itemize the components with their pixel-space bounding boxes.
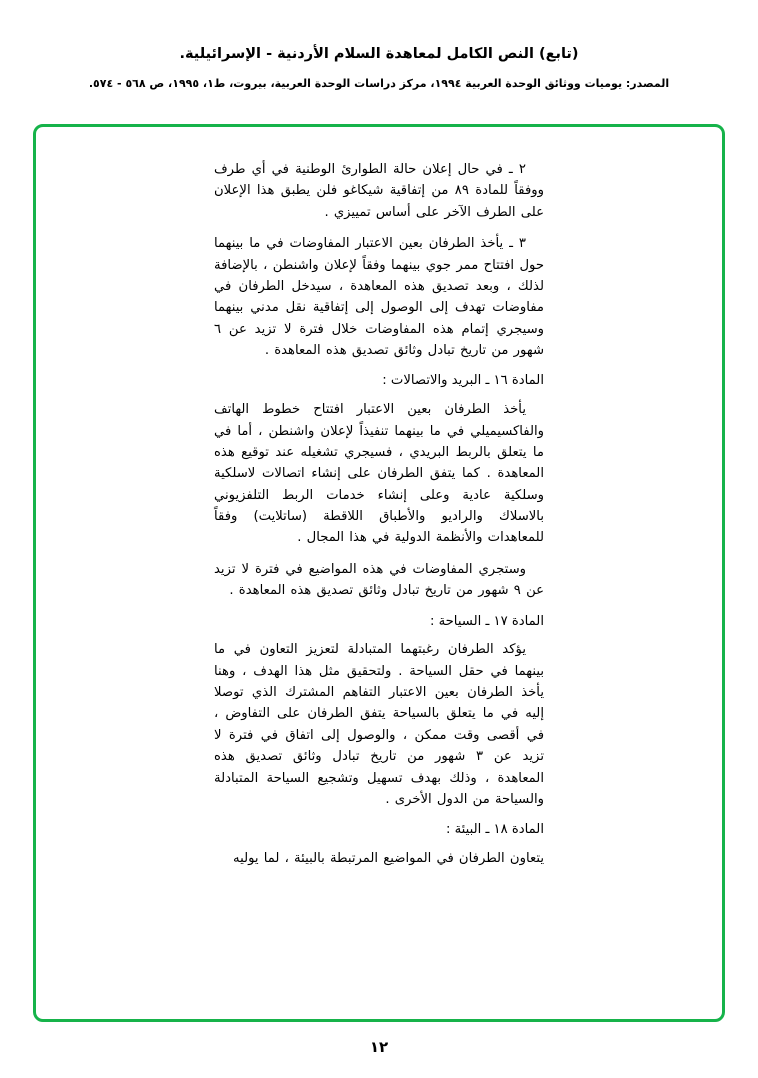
content-frame-inner (36, 159, 722, 1005)
heading-article-16: المادة ١٦ ـ البريد والاتصالات : (382, 373, 544, 389)
source-citation: المصدر: يوميات ووثائق الوحدة العربية ١٩٩٤، مركز دراسات الوحدة العربية، بيروت، ط١، ١٩٩٥، ص ٥٦٨ - ٥٧٤. (88, 77, 670, 91)
page-title: (تابع) النص الكامل لمعاهدة السلام الأردنية - الإسرائيلية. (179, 46, 579, 62)
content-frame (33, 124, 725, 1022)
paragraph-article-18-body: يتعاون الطرفان في المواضيع المرتبطة بالبيئة ، لما يوليه (233, 851, 544, 867)
paragraph-clause-2: ٢ ـ في حال إعلان حالة الطوارئ الوطنية في أي طرف ووفقاً للمادة ٨٩ من إتفاقية شيكاغو فلن يطبق هذا الإعلان على الطرف الآخر على أساس تمييزي . (214, 162, 545, 220)
paragraph-article-16-body: يأخذ الطرفان بعين الاعتبار افتتاح خطوط الهاتف والفاكسيميلي في ما بينهما تنفيذاً لإعلان واشنطن ، أما في ما يتعلق بالربط البريدي ، فسيجري تشغيله عند توقيع هذه المعاهدة . كما يتفق الطرفان على إنشاء اتصالات لاسلكية وسلكية عادية وعلى إنشاء خدمات الربط التلفزيوني بالاسلاك والراديو والأطباق اللاقطة (ساتلايت) وفقاً للمعاهدات والأنظمة الدولية في هذا المجال . (214, 402, 544, 546)
text-column (214, 159, 544, 870)
heading-article-17: المادة ١٧ ـ السياحة : (429, 613, 544, 629)
paragraph-article-16-negotiations: وستجري المفاوضات في هذه المواضيع في فترة لا تزيد عن ٩ شهور من تاريخ تبادل وثائق تصديق هذه المعاهدة . (214, 561, 544, 599)
page-number: ١٢ (369, 1038, 389, 1056)
heading-article-18: المادة ١٨ ـ البيئة : (445, 822, 544, 838)
paragraph-clause-3: ٣ ـ يأخذ الطرفان بعين الاعتبار المفاوضات في ما بينهما حول افتتاح ممر جوي بينهما وفقاً لإعلان واشنطن ، بالإضافة لذلك ، وبعد تصديق هذه المعاهدة ، سيدخل الطرفان في مفاوضات تهدف إلى الوصول إلى إتفاقية نقل مدني بينهما وسيجري إتمام هذه المفاوضات خلال فترة لا تزيد عن ٦ شهور من تاريخ تبادل وثائق تصديق هذه المعاهدة . (214, 236, 544, 358)
paragraph-article-17-body: يؤكد الطرفان رغبتهما المتبادلة لتعزيز التعاون في ما بينهما في حقل السياحة . ولتحقيق مثل هذا الهدف ، وهنا يأخذ الطرفان بعين الاعتبار التفاهم المشترك الذي توصلا إليه في ما يتعلق بالسياحة يتفق الطرفان على التفاوض ، في أقصى وقت ممكن ، والوصول إلى اتفاق في فترة لا تزيد عن ٣ شهور من تاريخ تبادل وثائق تصديق هذه المعاهدة ، وذلك بهدف تسهيل وتشجيع السياحة المتبادلة والسياحة من الدول الأخرى . (214, 642, 544, 807)
document-header (0, 0, 758, 92)
